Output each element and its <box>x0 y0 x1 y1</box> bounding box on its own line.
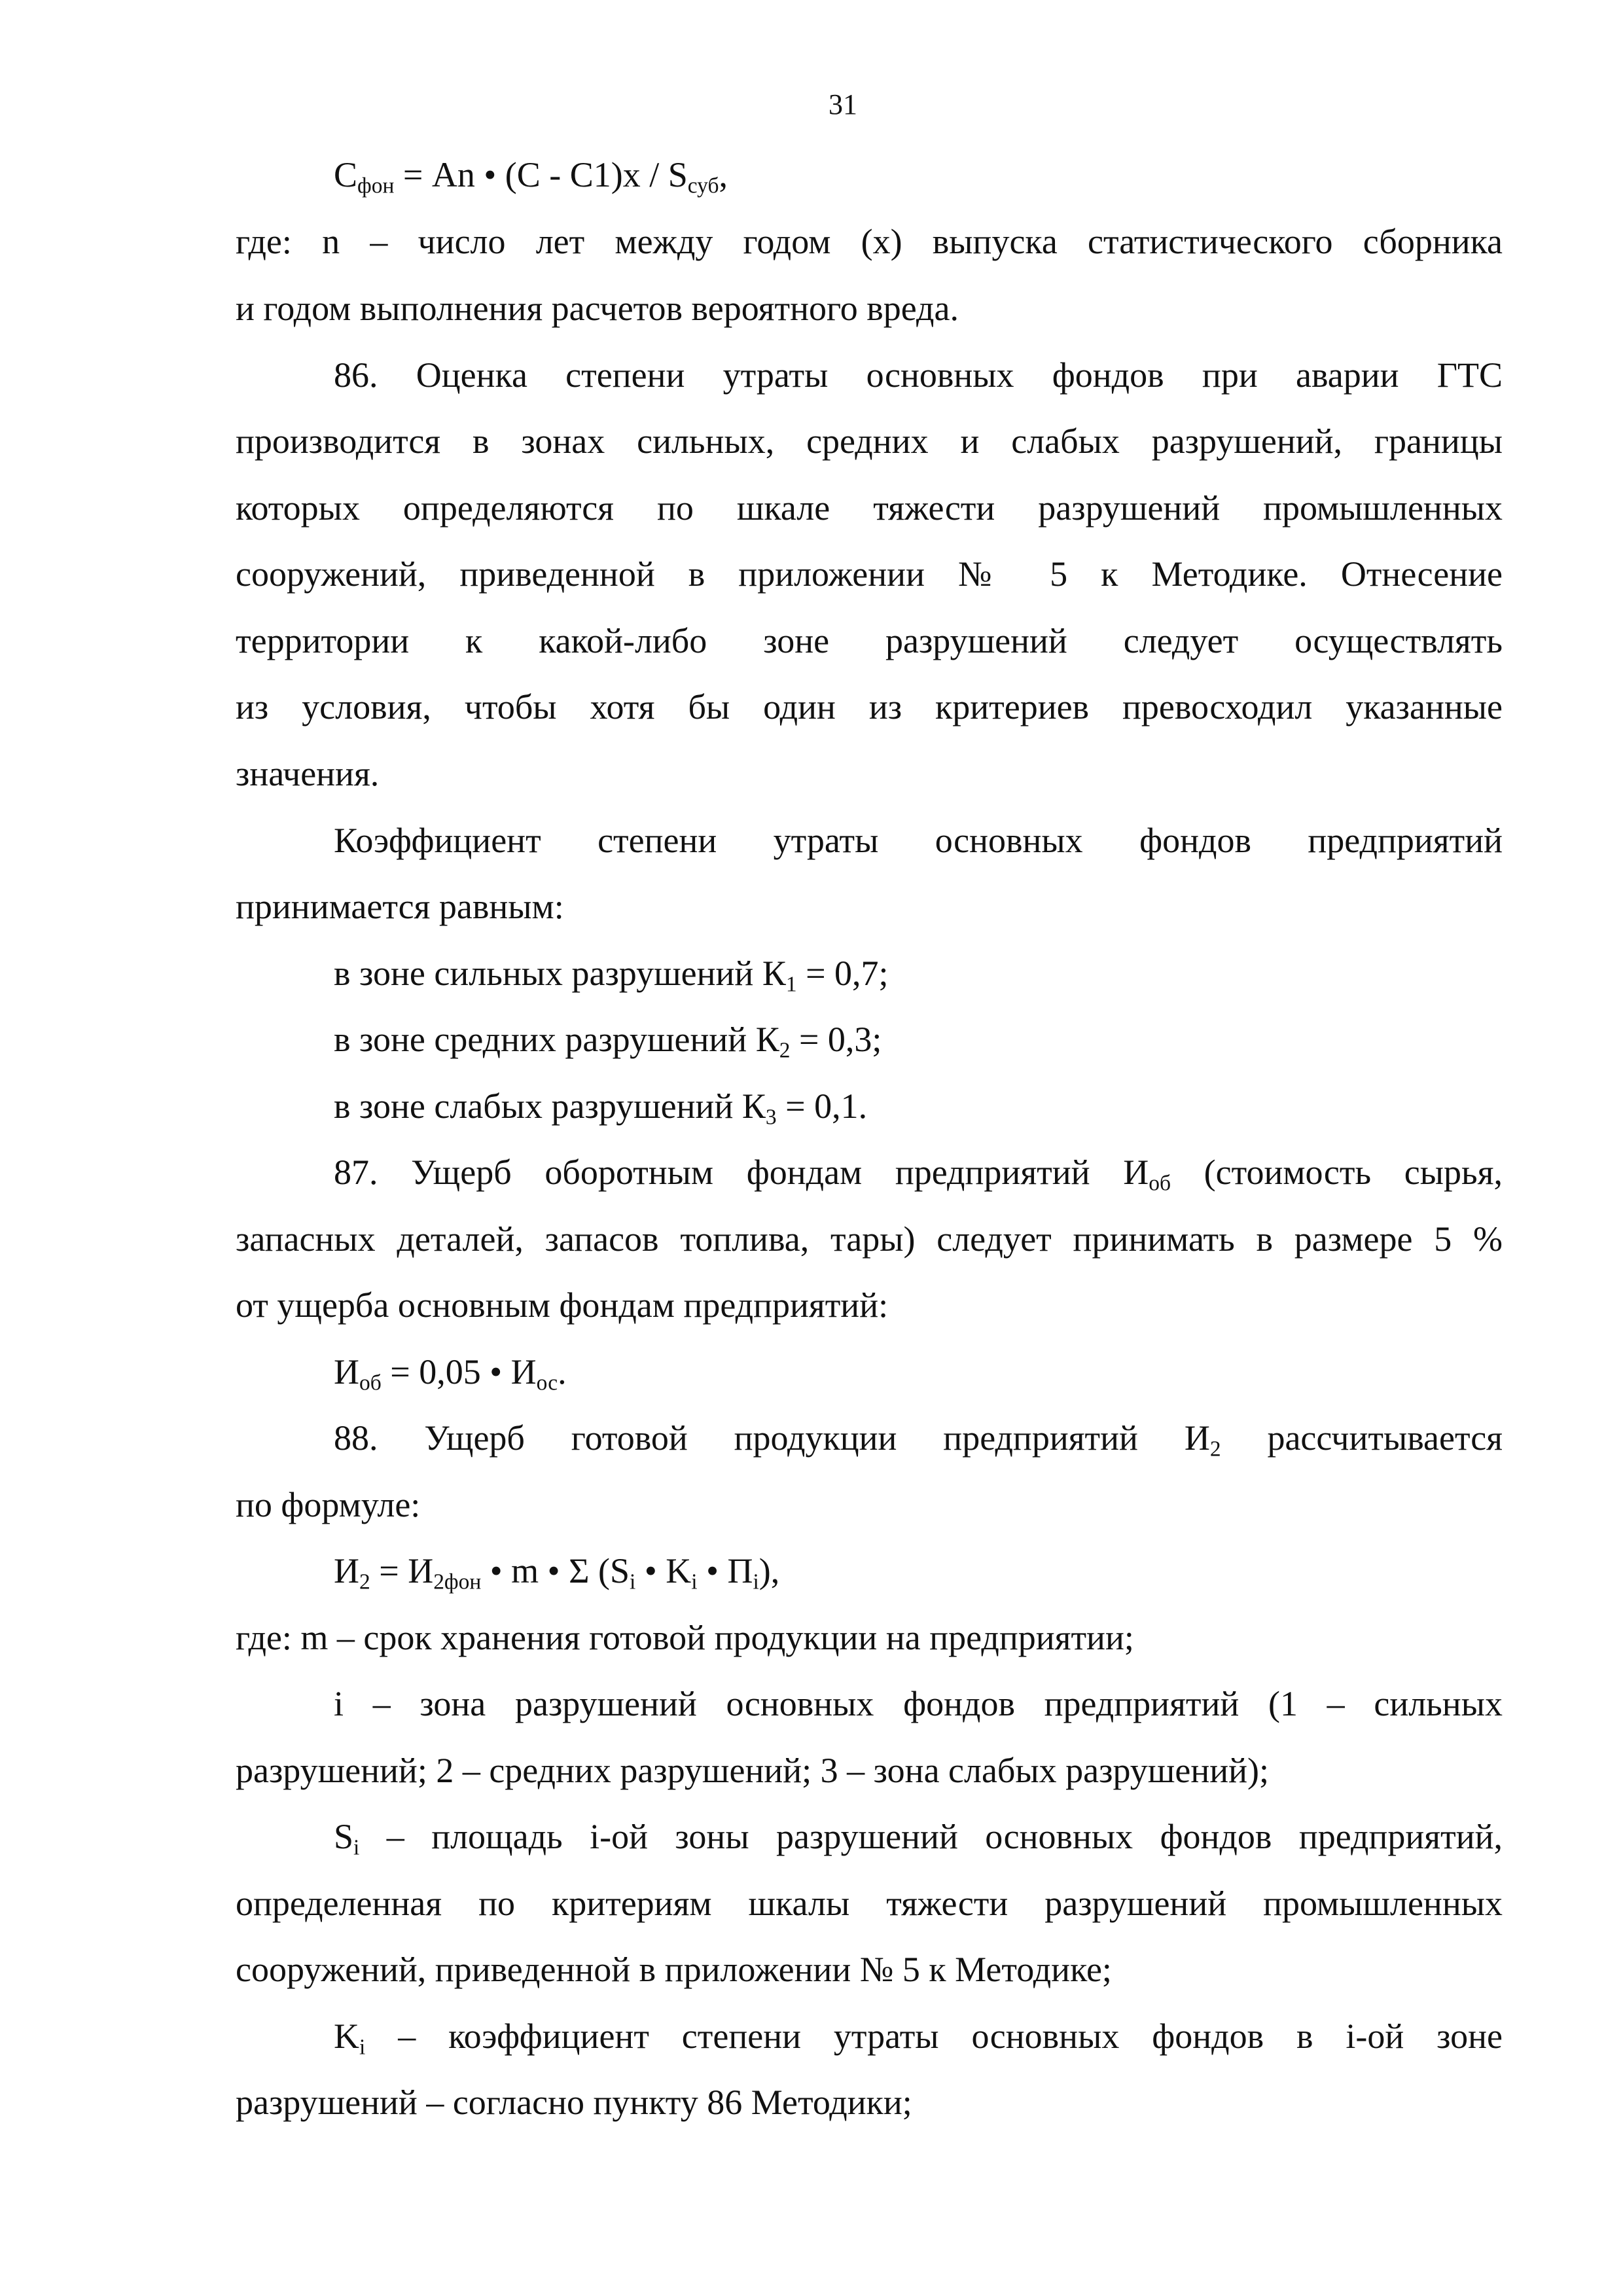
zone-weak: в зоне слабых разрушений $К_3 = 0,1$. <box>334 1086 868 1130</box>
paragraph-87-line-1: 87. Ущерб оборотным фондам предприятий $И_{об}$ (стоимость сырья, <box>334 1153 1503 1196</box>
paragraph-86-line-3: которых определяются по шкале тяжести разрушений промышленных <box>236 488 1503 528</box>
zone-medium: в зоне средних разрушений $К_2 = 0,3$; <box>334 1020 882 1063</box>
paragraph-88-line-1: 88. Ущерб готовой продукции предприятий $И_2$ рассчитывается <box>334 1418 1503 1462</box>
paragraph-86-line-7: значения. <box>236 754 380 793</box>
paragraph-86-line-4: сооружений, приведенной в приложении № 5 к Методике. Отнесение <box>236 554 1503 594</box>
paragraph-87-line-3: от ущерба основным фондам предприятий: <box>236 1285 889 1325</box>
paragraph-88-line-2: по формуле: <box>236 1485 421 1524</box>
def-s-line-2: определенная по критериям шкалы тяжести разрушений промышленных <box>236 1884 1503 1923</box>
where-n-line-2: и годом выполнения расчетов вероятного вреда. <box>236 289 959 328</box>
paragraph-87-line-2: запасных деталей, запасов топлива, тары) следует принимать в размере 5 % <box>236 1219 1503 1259</box>
coefficient-line-2: принимается равным: <box>236 887 564 926</box>
formula-working-capital: $И_{об} = 0,05$ • $И_{ос}$. <box>334 1352 567 1395</box>
def-k-line-1: $K_i$ – коэффициент степени утраты основных фондов в i-ой зоне <box>334 2017 1503 2060</box>
def-i-line-2: разрушений; 2 – средних разрушений; 3 – зона слабых разрушений); <box>236 1751 1269 1790</box>
zone-strong: в зоне сильных разрушений $К_1 = 0,7$; <box>334 954 889 997</box>
paragraph-86-line-1: 86. Оценка степени утраты основных фондов при аварии ГТС <box>334 355 1503 395</box>
def-i-line-1: i – зона разрушений основных фондов предприятий (1 – сильных <box>334 1684 1503 1723</box>
def-s-line-1: $S_i$ – площадь i-ой зоны разрушений основных фондов предприятий, <box>334 1817 1503 1860</box>
def-s-line-3: сооружений, приведенной в приложении № 5 к Методике; <box>236 1950 1112 1989</box>
paragraph-86-line-5: территории к какой-либо зоне разрушений следует осуществлять <box>236 621 1503 660</box>
formula-finished-products: $И_2 = И_{2фон}$ • m • Σ ($S_i$ • $K_i$ • $П_i$), <box>334 1551 780 1594</box>
coefficient-line-1: Коэффициент степени утраты основных фондов предприятий <box>334 821 1503 860</box>
where-m: где: m – срок хранения готовой продукции на предприятии; <box>236 1618 1134 1657</box>
paragraph-86-line-2: производится в зонах сильных, средних и слабых разрушений, границы <box>236 422 1503 461</box>
paragraph-86-line-6: из условия, чтобы хотя бы один из критериев превосходил указанные <box>236 687 1503 726</box>
formula-background-damage: $С_{фон}$ = Аn • $(С - С1)x / S_{суб}$, <box>334 155 728 198</box>
def-k-line-2: разрушений – согласно пункту 86 Методики; <box>236 2083 912 2122</box>
page-number: 31 <box>829 88 857 120</box>
where-n-line-1: где: n – число лет между годом (х) выпуска статистического сборника <box>236 222 1503 261</box>
